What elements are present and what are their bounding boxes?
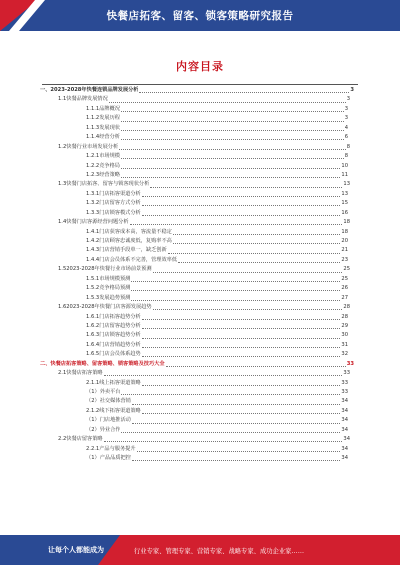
- toc-entry-text: 2023-2028年快餐行业市场前景预测: [66, 266, 152, 273]
- toc-leader-dots: [130, 224, 343, 225]
- toc-entry-number: 1.1.3: [86, 124, 100, 131]
- toc-entry[interactable]: [0, 284, 400, 293]
- toc-entry-text: 门店顾客忠诚度低，复购率不高: [99, 238, 172, 244]
- toc-entry-text: 门店留客趋势分析: [99, 322, 141, 329]
- toc-leader-dots: [142, 347, 341, 348]
- toc-entry-page: 33: [346, 360, 354, 367]
- toc-entry[interactable]: [0, 350, 400, 359]
- toc-entry-number: （1）: [86, 455, 100, 462]
- toc-entry-number: （2）: [86, 426, 100, 433]
- toc-entry[interactable]: [0, 445, 400, 454]
- toc-entry[interactable]: [0, 256, 400, 265]
- toc-leader-dots: [109, 102, 346, 103]
- toc-leader-dots: [142, 319, 341, 320]
- table-of-contents: [0, 86, 400, 464]
- toc-entry-page: 6: [344, 134, 348, 141]
- toc-leader-dots: [131, 281, 340, 282]
- toc-entry-page: 25: [343, 266, 350, 273]
- toc-entry-number: 1.6.4: [86, 341, 100, 348]
- toc-leader-dots: [131, 300, 340, 301]
- toc-leader-dots: [121, 394, 340, 395]
- toc-entry-page: 34: [341, 455, 348, 462]
- toc-entry-text: 市场规模: [99, 153, 120, 160]
- toc-entry-page: 8: [344, 153, 348, 160]
- toc-entry-text: 门店拓客渠道分析: [99, 190, 141, 197]
- toc-entry[interactable]: [0, 341, 400, 350]
- toc-entry-page: 34: [341, 445, 348, 452]
- toc-entry-page: 34: [341, 407, 348, 414]
- toc-entry[interactable]: [0, 180, 400, 189]
- toc-entry[interactable]: [0, 322, 400, 331]
- toc-leader-dots: [104, 441, 343, 442]
- toc-leader-dots: [121, 158, 344, 159]
- toc-entry[interactable]: [0, 190, 400, 199]
- toc-entry-number: 2.1.2: [86, 407, 100, 414]
- toc-entry[interactable]: [0, 143, 400, 152]
- toc-entry[interactable]: [0, 152, 400, 161]
- toc-entry-text: 线下拓客渠道策略: [99, 407, 141, 414]
- toc-entry-page: 20: [341, 238, 348, 244]
- toc-entry-text: 发展趋势预测: [99, 294, 131, 301]
- toc-leader-dots: [121, 139, 344, 140]
- toc-entry-text: 2023-2028年快餐连锁品牌发展分析: [50, 87, 139, 93]
- toc-leader-dots: [142, 413, 341, 414]
- toc-entry-page: 8: [346, 143, 350, 150]
- toc-entry-page: 11: [341, 171, 348, 178]
- toc-entry-number: 1.4.4: [86, 256, 100, 263]
- toc-entry-number: 1.4.1: [86, 228, 100, 235]
- toc-entry-number: 2.1: [58, 370, 67, 377]
- toc-entry-page: 13: [341, 190, 348, 197]
- toc-leader-dots: [153, 272, 343, 273]
- toc-entry[interactable]: [0, 95, 400, 104]
- footer-slogan-left: 让每个人都能成为: [48, 546, 104, 554]
- toc-entry-page: 4: [344, 124, 348, 131]
- toc-entry-text: 2023-2028年快餐门店客源发展趋势: [66, 304, 152, 311]
- toc-entry-page: 3: [344, 115, 348, 122]
- toc-leader-dots: [121, 130, 344, 131]
- toc-entry-number: 1.3.1: [86, 190, 100, 197]
- toc-entry-text: 经营策略: [99, 171, 120, 178]
- toc-entry-page: 3: [344, 105, 348, 112]
- footer-banner: [0, 535, 400, 565]
- toc-entry-text: 门店会员体系趋势: [99, 351, 141, 358]
- toc-leader-dots: [142, 328, 341, 329]
- toc-entry-number: 二、: [40, 360, 51, 367]
- toc-entry-text: 门店地推活动: [99, 417, 131, 424]
- toc-entry[interactable]: [0, 388, 400, 397]
- toc-leader-dots: [132, 423, 341, 424]
- toc-leader-dots: [121, 432, 340, 433]
- toc-entry-page: 28: [341, 313, 348, 320]
- toc-entry-page: 29: [341, 322, 348, 329]
- toc-entry-text: 门店营销趋势分析: [99, 341, 141, 348]
- toc-entry-text: 快餐品牌发展情况: [66, 96, 108, 103]
- toc-entry[interactable]: [0, 265, 400, 274]
- toc-entry-number: 1.5.2: [86, 285, 100, 292]
- toc-entry[interactable]: [0, 416, 400, 425]
- toc-entry-text: 门店获客成本高，客流量不稳定: [99, 228, 172, 235]
- toc-entry-page: 30: [341, 332, 348, 339]
- toc-entry-page: 13: [343, 181, 350, 188]
- toc-entry-number: 1.5.3: [86, 294, 100, 301]
- toc-entry[interactable]: [0, 105, 400, 114]
- toc-entry[interactable]: [0, 397, 400, 406]
- toc-entry-number: 2.2.1: [86, 445, 100, 452]
- toc-entry-number: 2.1.1: [86, 379, 100, 386]
- toc-entry-number: 1.5: [58, 266, 67, 273]
- toc-entry-number: 2.2: [58, 436, 67, 443]
- header-banner: [0, 0, 400, 31]
- toc-entry-number: 1.6.1: [86, 313, 100, 320]
- toc-entry-number: （2）: [86, 398, 100, 405]
- toc-entry-page: 27: [341, 294, 348, 301]
- toc-entry-number: 1.5.1: [86, 275, 100, 282]
- toc-entry[interactable]: [0, 454, 400, 463]
- toc-entry-number: 1.2.2: [86, 162, 100, 169]
- toc-leader-dots: [178, 262, 340, 263]
- toc-entry-page: 34: [341, 398, 348, 405]
- toc-entry-number: 1.6: [58, 304, 67, 311]
- toc-entry-text: 外卖平台: [99, 389, 121, 395]
- toc-leader-dots: [173, 234, 341, 235]
- toc-entry-page: 21: [341, 247, 348, 254]
- toc-entry-number: 1.6.5: [86, 351, 100, 358]
- toc-entry-text: 竞争格局: [99, 162, 120, 169]
- toc-entry[interactable]: [0, 237, 400, 246]
- toc-title: 内容目录: [176, 60, 224, 73]
- toc-entry-text: 门店会员体系不完善，管理效率低: [99, 256, 178, 263]
- toc-entry-number: 1.1: [58, 96, 67, 103]
- toc-entry-page: 25: [341, 275, 348, 282]
- toc-entry-text: 快餐门店拓客、留客与锁客现状分析: [66, 181, 150, 188]
- toc-entry-page: 16: [341, 209, 348, 216]
- toc-entry-number: 1.4.3: [86, 247, 100, 254]
- toc-entry-text: 门店锁客趋势分析: [99, 332, 141, 339]
- toc-entry-text: 线上拓客渠道策略: [99, 379, 141, 386]
- toc-leader-dots: [142, 196, 341, 197]
- toc-entry-text: 快餐店拓客策略、留客策略、锁客策略及技巧大全: [50, 360, 165, 367]
- toc-divider: [42, 84, 358, 85]
- toc-entry-text: 门店留客方式分析: [99, 200, 141, 207]
- report-title: 快餐店拓客、留客、锁客策略研究报告: [106, 10, 294, 22]
- toc-entry-number: （1）: [86, 417, 100, 424]
- toc-entry-text: 竞争格局预测: [99, 285, 131, 292]
- toc-entry-page: 34: [341, 426, 348, 433]
- toc-entry-page: 15: [341, 200, 348, 207]
- toc-entry-text: 门店拓客趋势分析: [99, 313, 141, 320]
- toc-entry[interactable]: [0, 246, 400, 255]
- toc-entry-page: 33: [341, 379, 348, 386]
- toc-entry-number: 1.4: [58, 219, 67, 226]
- toc-entry-page: 33: [341, 389, 348, 395]
- toc-leader-dots: [153, 309, 343, 310]
- footer-slogan-right: 行业专家、管理专家、营销专家、战略专家、成功企业家……: [134, 548, 305, 555]
- toc-entry-text: 经营分析: [99, 134, 120, 141]
- toc-entry[interactable]: [0, 86, 400, 95]
- toc-entry-number: 1.1.4: [86, 134, 100, 141]
- toc-leader-dots: [139, 92, 349, 93]
- toc-entry[interactable]: [0, 426, 400, 435]
- toc-entry-text: 异业合作: [99, 426, 121, 433]
- toc-entry-text: 产品品质把控: [99, 455, 131, 462]
- toc-leader-dots: [104, 375, 343, 376]
- toc-entry-page: 3: [346, 96, 350, 103]
- toc-entry[interactable]: [0, 435, 400, 444]
- toc-leader-dots: [150, 187, 342, 188]
- toc-leader-dots: [142, 205, 341, 206]
- toc-entry[interactable]: [0, 218, 400, 227]
- toc-entry[interactable]: [0, 124, 400, 133]
- toc-entry-page: 28: [343, 304, 350, 311]
- toc-entry-number: 一、: [40, 87, 51, 93]
- toc-entry-text: 产品与服务提升: [99, 445, 136, 452]
- toc-leader-dots: [131, 290, 340, 291]
- toc-entry[interactable]: [0, 313, 400, 322]
- toc-leader-dots: [168, 253, 341, 254]
- toc-entry[interactable]: [0, 369, 400, 378]
- toc-leader-dots: [142, 338, 341, 339]
- toc-entry[interactable]: [0, 162, 400, 171]
- toc-entry-page: 34: [343, 436, 350, 443]
- toc-leader-dots: [119, 149, 346, 150]
- toc-leader-dots: [173, 243, 341, 244]
- toc-entry-text: 社交媒体营销: [99, 398, 131, 405]
- toc-entry-text: 快餐店拓客策略: [66, 370, 103, 377]
- toc-entry-number: 1.1.1: [86, 105, 100, 112]
- toc-leader-dots: [121, 111, 344, 112]
- toc-leader-dots: [121, 168, 340, 169]
- toc-entry-number: 1.6.3: [86, 332, 100, 339]
- toc-entry-number: 1.2.1: [86, 153, 100, 160]
- toc-entry-text: 快餐行业市场发展分析: [66, 143, 119, 150]
- toc-entry[interactable]: [0, 303, 400, 312]
- toc-entry-number: 1.3: [58, 181, 67, 188]
- toc-entry[interactable]: [0, 331, 400, 340]
- toc-entry-number: （1）: [86, 389, 100, 395]
- toc-entry[interactable]: [0, 294, 400, 303]
- toc-entry-page: 34: [341, 417, 348, 424]
- toc-entry[interactable]: [0, 275, 400, 284]
- toc-entry-page: 32: [341, 351, 348, 358]
- toc-entry-text: 品牌概况: [99, 105, 120, 112]
- toc-entry[interactable]: [0, 228, 400, 237]
- toc-entry[interactable]: [0, 209, 400, 218]
- toc-entry-text: 门店营销手段单一，缺乏创新: [99, 247, 167, 254]
- toc-entry-text: 快餐店留客策略: [66, 436, 103, 443]
- toc-entry[interactable]: [0, 114, 400, 123]
- toc-entry[interactable]: [0, 133, 400, 142]
- toc-entry[interactable]: [0, 379, 400, 388]
- toc-entry-page: 18: [343, 219, 350, 226]
- toc-leader-dots: [132, 460, 341, 461]
- toc-leader-dots: [132, 404, 341, 405]
- toc-entry-text: 发展现状: [99, 124, 120, 131]
- toc-entry-number: 1.3.2: [86, 200, 100, 207]
- toc-entry-number: 1.4.2: [86, 238, 100, 244]
- toc-entry-number: 1.1.2: [86, 115, 100, 122]
- toc-entry[interactable]: [0, 360, 400, 369]
- toc-entry-text: 发展历程: [99, 115, 120, 122]
- toc-entry-number: 1.3.3: [86, 209, 100, 216]
- toc-leader-dots: [166, 366, 346, 367]
- toc-leader-dots: [137, 451, 341, 452]
- toc-entry-page: 10: [341, 162, 348, 169]
- toc-entry-page: 26: [341, 285, 348, 292]
- toc-entry[interactable]: [0, 199, 400, 208]
- toc-leader-dots: [142, 356, 341, 357]
- toc-entry-page: 18: [341, 228, 348, 235]
- toc-entry-number: 1.6.2: [86, 322, 100, 329]
- toc-entry-page: 23: [341, 256, 348, 263]
- toc-entry-text: 快餐门店客源经营问题分析: [66, 219, 129, 226]
- toc-leader-dots: [121, 177, 340, 178]
- toc-entry-number: 1.2: [58, 143, 67, 150]
- toc-entry-text: 门店锁客模式分析: [99, 209, 141, 216]
- toc-leader-dots: [121, 121, 344, 122]
- toc-entry[interactable]: [0, 407, 400, 416]
- toc-leader-dots: [142, 215, 341, 216]
- toc-leader-dots: [142, 385, 341, 386]
- toc-entry-text: 市场规模预测: [99, 275, 131, 282]
- toc-entry-page: 33: [343, 370, 350, 377]
- toc-entry-page: 31: [341, 341, 348, 348]
- toc-entry-number: 1.2.3: [86, 171, 100, 178]
- toc-entry[interactable]: [0, 171, 400, 180]
- toc-entry-page: 3: [350, 87, 354, 93]
